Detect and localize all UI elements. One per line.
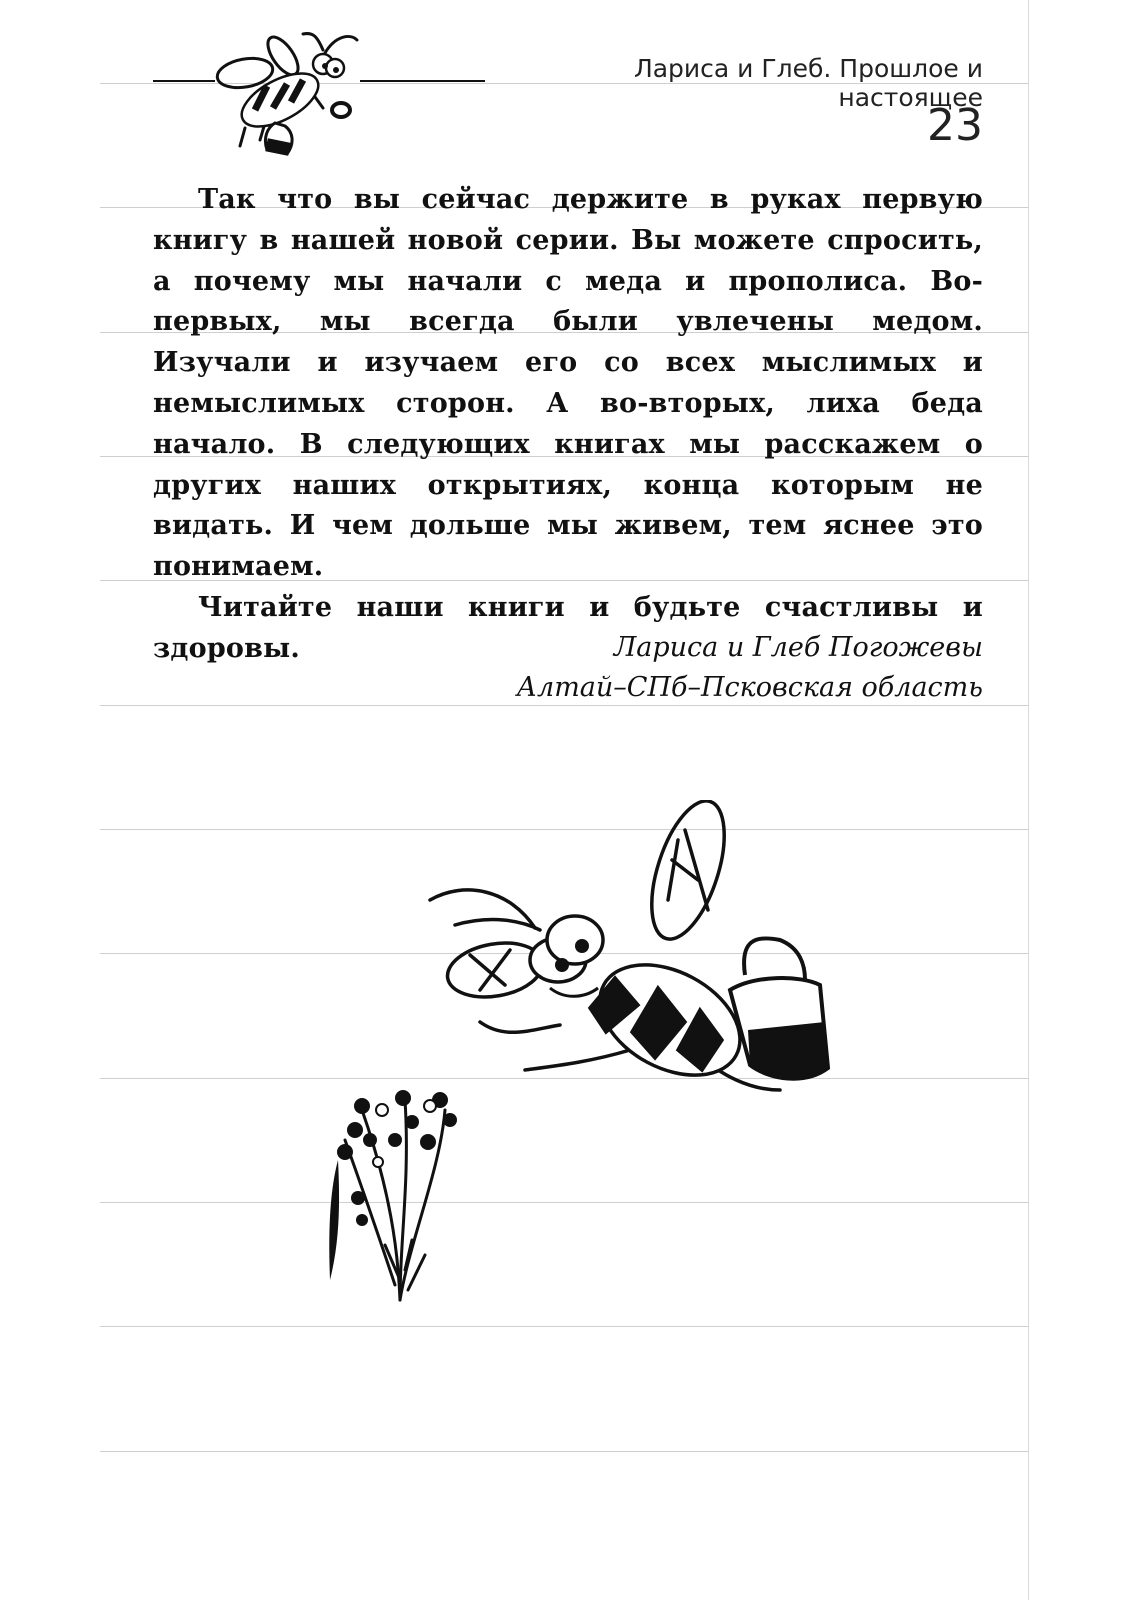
- page-edge: [1028, 0, 1029, 1600]
- paragraph-1: Так что вы сейчас держите в руках первую книгу в нашей новой серии. Вы можете спросить, а почему мы начали с меда и прополиса. Во-первых, мы всегда были увлечены медом. Изучали и изучаем его со всех мыслимых и немыслимых сторон. А во-вторых, лиха беда начало. В следующих книгах мы расскажем о других наших открытиях, конца которым не видать. И чем дольше мы живем, тем яснее это понимаем.: [153, 184, 983, 583]
- ruled-line: [100, 1451, 1029, 1452]
- signature-authors: Лариса и Глеб Погожевы: [613, 632, 983, 663]
- body-text: [153, 180, 983, 670]
- small-bee-with-bucket-icon: [205, 28, 365, 163]
- ruled-line: [100, 1326, 1029, 1327]
- flowers-icon: [300, 1070, 480, 1310]
- signature: [400, 628, 983, 708]
- page-number: 23: [927, 100, 983, 151]
- running-title: Лариса и Глеб. Прошлое и настоящее: [633, 54, 983, 112]
- ruled-line: [100, 1202, 1029, 1203]
- signature-places: Алтай–СПб–Псковская область: [516, 672, 983, 703]
- header-rule-right: [360, 80, 485, 82]
- paragraph-2: Читайте наши книги и будьте счастливы и здоровы.: [153, 591, 983, 664]
